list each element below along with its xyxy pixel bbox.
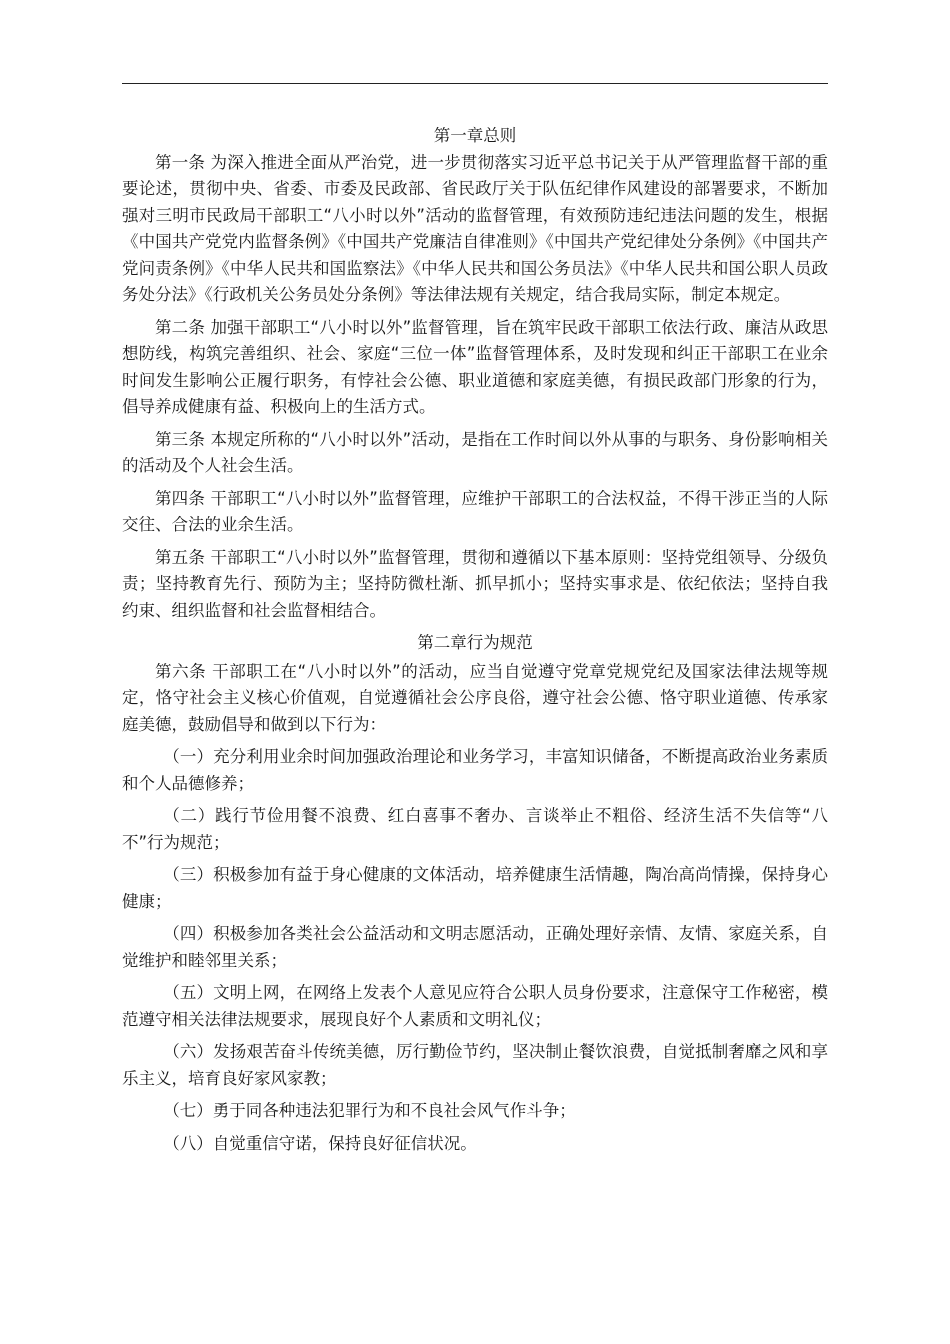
list-item: （七）勇于同各种违法犯罪行为和不良社会风气作斗争； (163, 1101, 576, 1120)
chapter-1-title: 第一章总则 (433, 126, 517, 145)
article-6: 第六条 干部职工在“八小时以外”的活动，应当自觉遵守党章党规党纪及国家法律法规等规定，恪守社会主义核心价值观，自觉遵循社会公序良俗，遵守社会公德、恪守职业道德、传承家庭美德，鼓励倡导和做到以下行为： (122, 661, 828, 734)
chapter-2-title: 第二章行为规范 (417, 633, 533, 652)
article-5: 第五条 干部职工“八小时以外”监督管理，贯彻和遵循以下基本原则：坚持党组领导、分级负责；坚持教育先行、预防为主；坚持防微杜渐、抓早抓小；坚持实事求是、依纪依法；坚持自我约束、组织监督和社会监督相结合。 (122, 547, 828, 620)
list-item: （八）自觉重信守诺，保持良好征信状况。 (163, 1133, 477, 1153)
list-item: （六）发扬艰苦奋斗传统美德，厉行勤俭节约，坚决制止餐饮浪费，自觉抵制奢靡之风和享乐主义，培育良好家风家教； (122, 1042, 828, 1088)
document-body (122, 123, 828, 1163)
article-2: 第二条 加强干部职工“八小时以外”监督管理，旨在筑牢民政干部职工依法行政、廉洁从政思想防线，构筑完善组织、社会、家庭“三位一体”监督管理体系，及时发现和纠正干部职工在业余时间发生影响公正履行职务，有悖社会公德、职业道德和家庭美德，有损民政部门形象的行为，倡导养成健康有益、积极向上的生活方式。 (122, 317, 828, 416)
list-item: （五）文明上网，在网络上发表个人意见应符合公职人员身份要求，注意保守工作秘密，模范遵守相关法律法规要求，展现良好个人素质和文明礼仪； (122, 983, 828, 1029)
article-4: 第四条 干部职工“八小时以外”监督管理，应维护干部职工的合法权益，不得干涉正当的人际交往、合法的业余生活。 (122, 488, 828, 534)
list-item: （二）践行节俭用餐不浪费、红白喜事不奢办、言谈举止不粗俗、经济生活不失信等“八不”行为规范； (122, 806, 828, 852)
article-1: 第一条 为深入推进全面从严治党，进一步贯彻落实习近平总书记关于从严管理监督干部的重要论述，贯彻中央、省委、市委及民政部、省民政厅关于队伍纪律作风建设的部署要求，不断加强对三明市民政局干部职工“八小时以外”活动的监督管理，有效预防违纪违法问题的发生，根据《中国共产党党内监督条例》《中国共产党廉洁自律准则》《中国共产党纪律处分条例》《中国共产党问责条例》《中华人民共和国监察法》《中华人民共和国公务员法》《中华人民共和国公职人员政务处分法》《行政机关公务员处分条例》等法律法规有关规定，结合我局实际，制定本规定。 (122, 152, 828, 304)
list-item: （一）充分利用业余时间加强政治理论和业务学习，丰富知识储备，不断提高政治业务素质和个人品德修养； (122, 747, 828, 793)
list-item: （三）积极参加有益于身心健康的文体活动，培养健康生活情趣，陶冶高尚情操，保持身心健康； (122, 865, 828, 911)
header-rule (122, 83, 828, 84)
article-3: 第三条 本规定所称的“八小时以外”活动，是指在工作时间以外从事的与职务、身份影响相关的活动及个人社会生活。 (122, 429, 828, 475)
list-item: （四）积极参加各类社会公益活动和文明志愿活动，正确处理好亲情、友情、家庭关系，自觉维护和睦邻里关系； (122, 924, 828, 970)
